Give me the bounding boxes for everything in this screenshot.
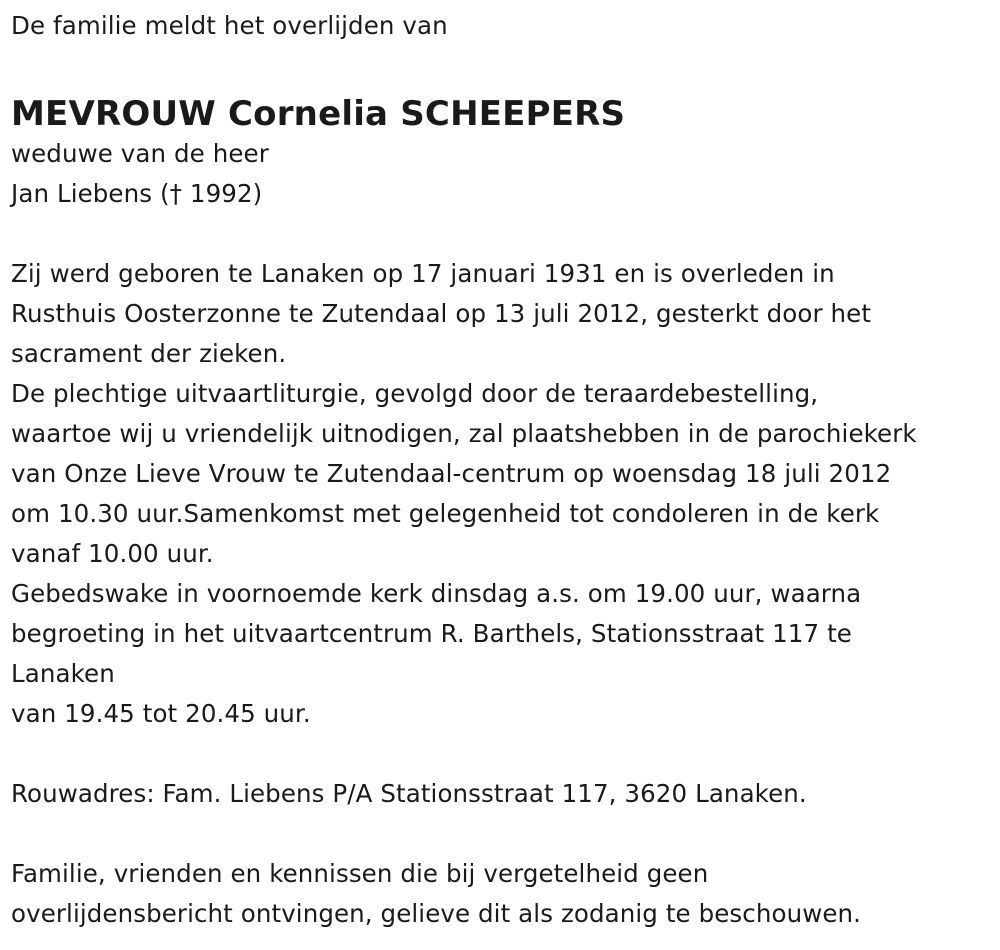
spacer [11,734,1000,774]
body-line: vanaf 10.00 uur. [11,539,214,568]
deceased-name: MEVROUW Cornelia SCHEEPERS [11,94,626,134]
spacer [11,214,1000,254]
body-line: Rusthuis Oosterzonne te Zutendaal op 13 juli 2012, gesterkt door het [11,299,872,328]
body-line: van Onze Lieve Vrouw te Zutendaal-centrum op woensdag 18 juli 2012 [11,459,892,488]
body-paragraph [11,254,1000,734]
spacer [11,814,1000,854]
body-line: De plechtige uitvaartliturgie, gevolgd door de teraardebestelling, [11,379,819,408]
spouse-line-2: Jan Liebens († 1992) [11,179,263,208]
closing-line: overlijdensbericht ontvingen, gelieve dit als zodanig te beschouwen. [11,899,862,928]
closing-paragraph [11,854,1000,934]
intro-text: De familie meldt het overlijden van [11,11,448,40]
body-line: waartoe wij u vriendelijk uitnodigen, zal plaatshebben in de parochiekerk [11,419,917,448]
mourning-address: Rouwadres: Fam. Liebens P/A Stationsstraat 117, 3620 Lanaken. [11,779,807,808]
body-line: sacrament der zieken. [11,339,287,368]
body-line: Zij werd geboren te Lanaken op 17 januari 1931 en is overleden in [11,259,835,288]
spacer [11,46,1000,86]
closing-line: Familie, vrienden en kennissen die bij vergetelheid geen [11,859,709,888]
body-line: van 19.45 tot 20.45 uur. [11,699,311,728]
body-line: begroeting in het uitvaartcentrum R. Barthels, Stationsstraat 117 te [11,619,852,648]
body-line: om 10.30 uur.Samenkomst met gelegenheid tot condoleren in de kerk [11,499,880,528]
spouse-line-1: weduwe van de heer [11,139,269,168]
body-line: Gebedswake in voornoemde kerk dinsdag a.s. om 19.00 uur, waarna [11,579,862,608]
body-line: Lanaken [11,659,115,688]
